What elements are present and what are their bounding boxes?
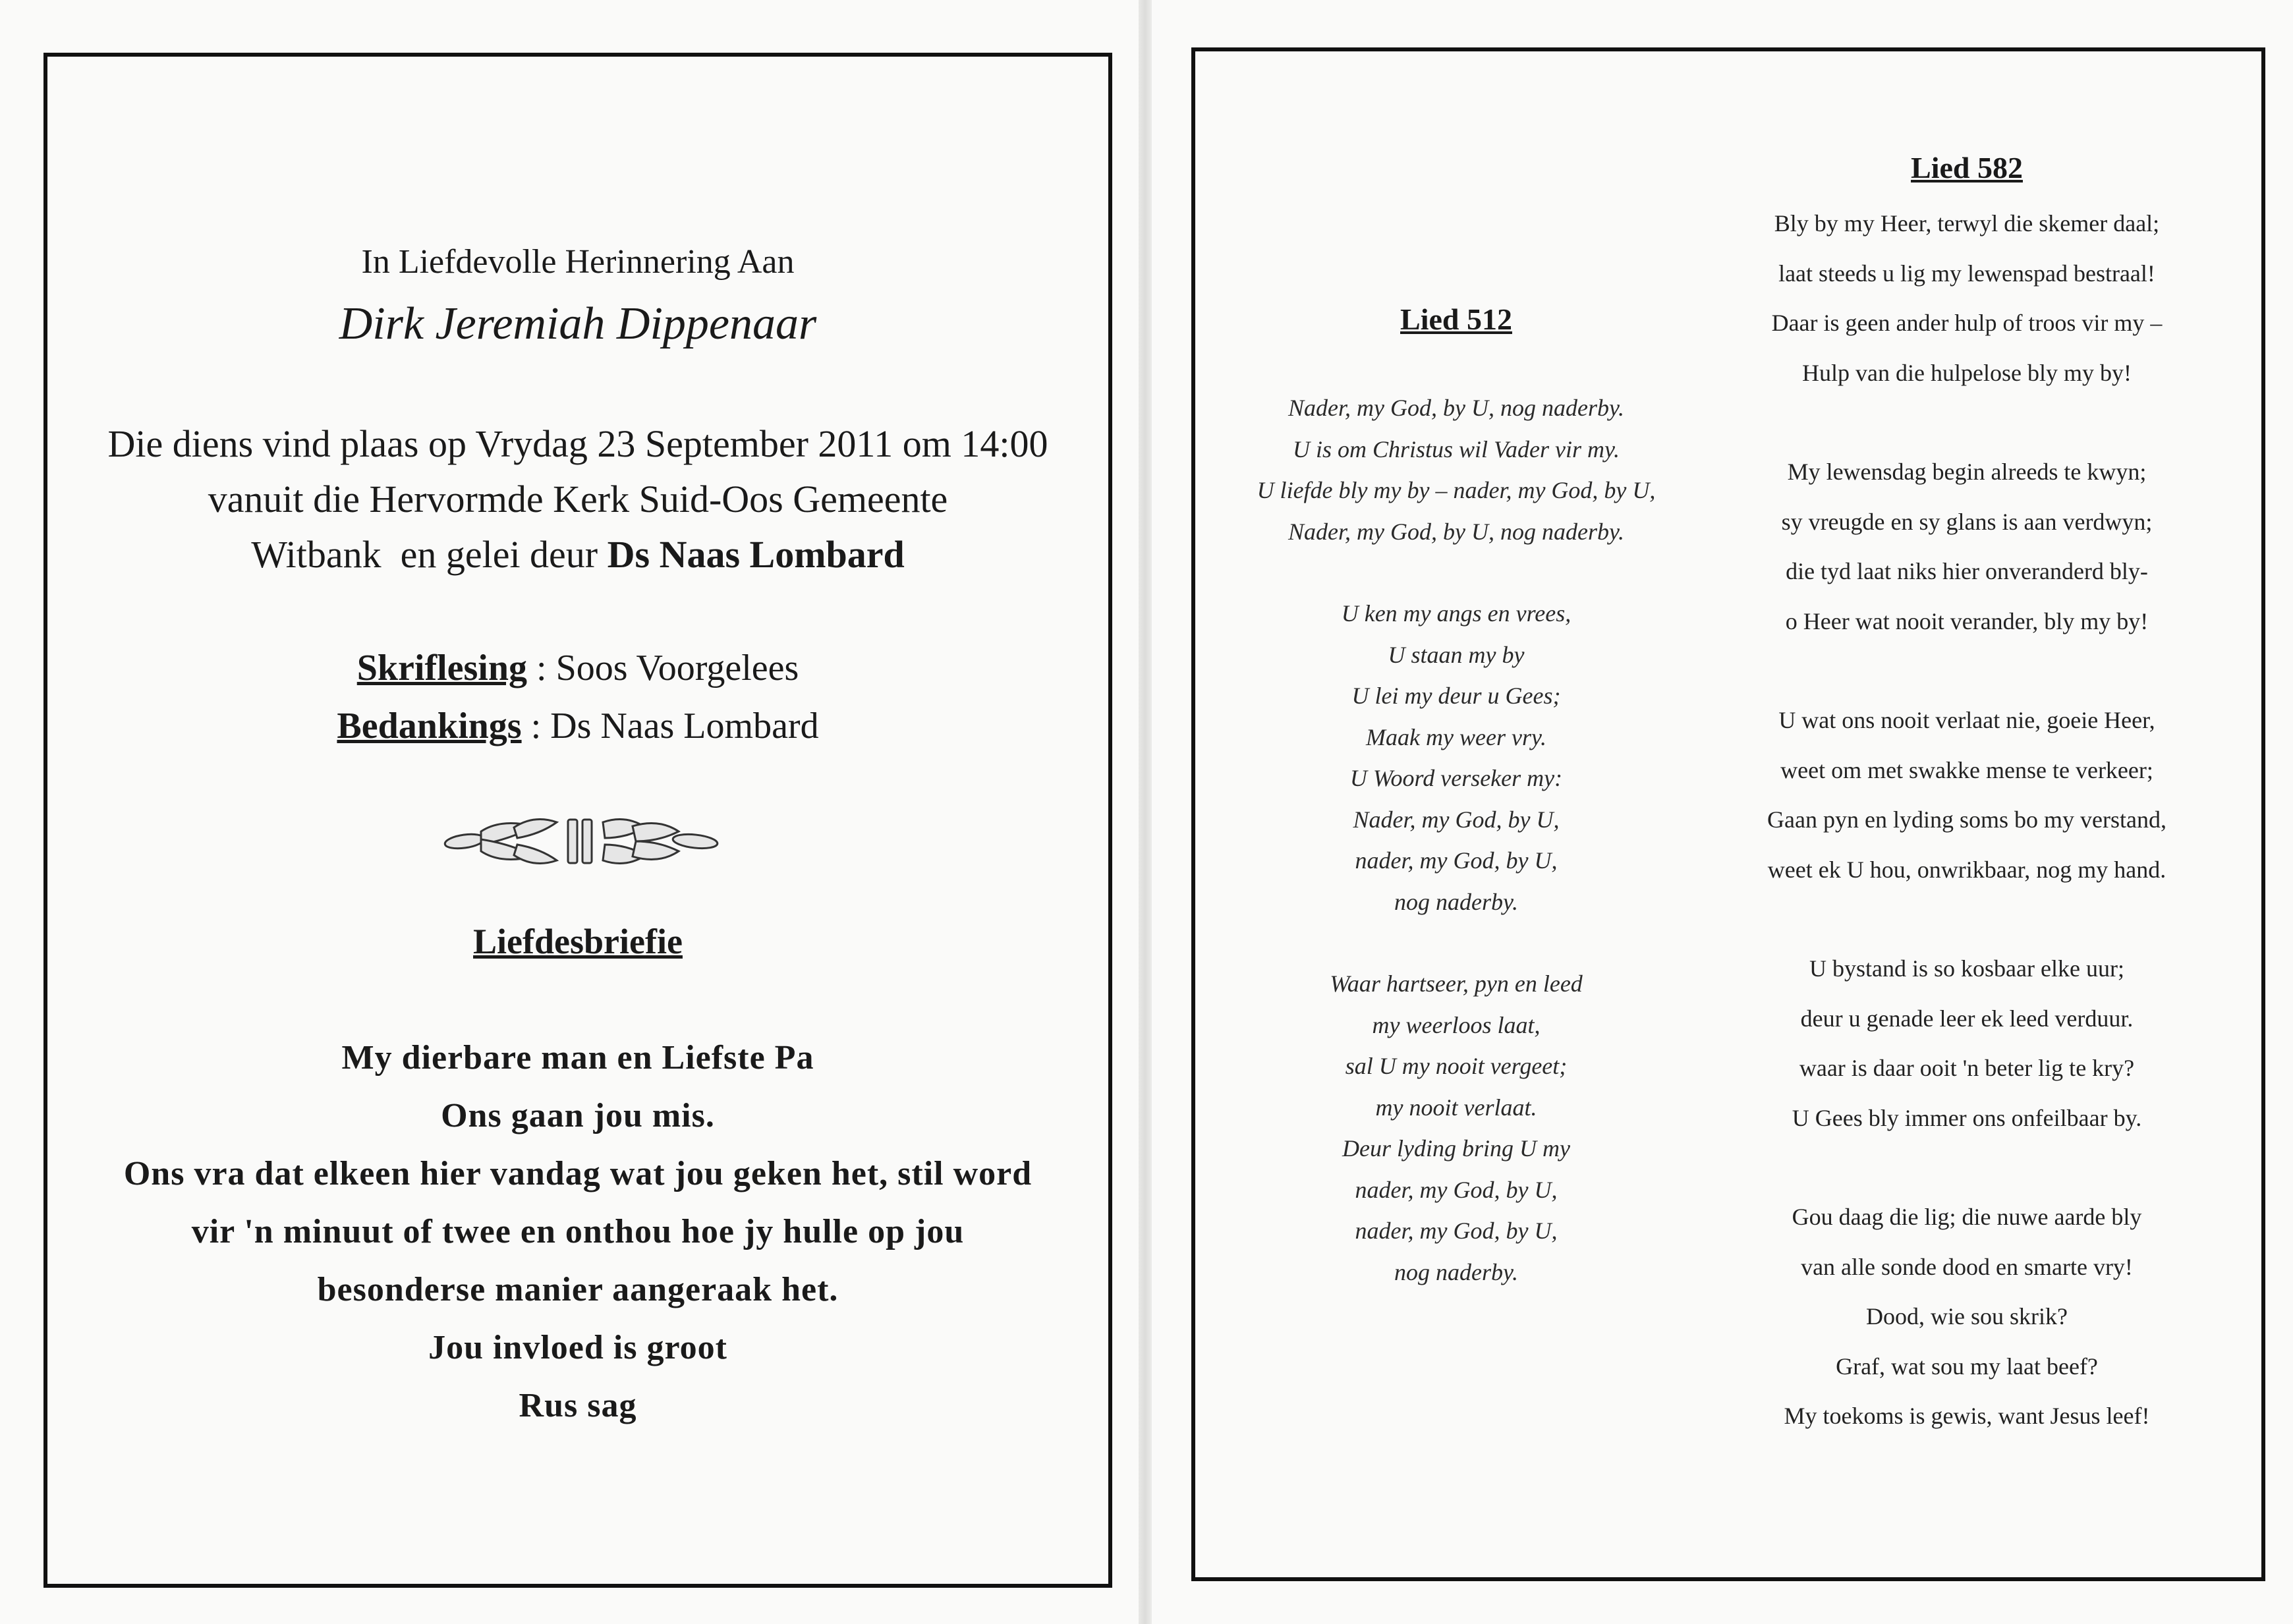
role-thanks [43,697,1112,755]
role-scripture-label: Skriflesing [356,648,527,688]
hymn-line: deur u genade leer ek leed verduur. [1800,1005,2134,1032]
hymn-line: Daar is geen ander hulp of troos vir my – [1771,310,2163,336]
hymn-line: U Gees bly immer ons onfeilbaar by. [1792,1104,2142,1131]
role-scripture-sep: : [527,648,556,688]
service-line-1: Die diens vind plaas op Vrydag 23 September 2011 om 14:00 [107,422,1048,465]
hymn-line: U staan my by [1388,641,1525,668]
hymn-line: Nader, my God, by U, nog naderby. [1288,518,1624,545]
hymn-line: Bly by my Heer, terwyl die skemer daal; [1774,210,2160,237]
hymn-line: Nader, my God, by U, nog naderby. [1288,395,1624,421]
hymn-512-stanza [1206,387,1707,552]
hymn-line: Waar hartseer, pyn en leed [1330,970,1583,997]
role-thanks-label: Bedankings [337,706,522,746]
hymn-line: nog naderby. [1394,888,1518,915]
letter-line-2: Ons gaan jou mis. [441,1097,715,1134]
hymn-582-title: Lied 582 [1911,151,2023,184]
hymn-line: weet om met swakke mense te verkeer; [1780,756,2153,783]
hymn-582-stanza [1707,944,2227,1143]
hymn-line: U bystand is so kosbaar elke uur; [1809,955,2124,982]
service-line-3-prefix: Witbank en gelei deur [251,533,608,576]
hymn-line: Gaan pyn en lyding soms bo my verstand, [1767,806,2166,833]
hymn-582-stanza [1707,1192,2227,1442]
hymn-line: o Heer wat nooit verander, bly my by! [1785,607,2149,634]
hymn-line: U Woord verseker my: [1349,765,1563,791]
role-thanks-value: Ds Naas Lombard [550,706,819,746]
role-scripture [43,639,1112,697]
letter-line-7: Rus sag [519,1387,637,1424]
letter-body [43,1029,1112,1435]
hymn-512-stanza [1206,963,1707,1293]
hymn-line: U wat ons nooit verlaat nie, goeie Heer, [1778,707,2155,733]
hymn-512-text [1206,387,1707,1293]
page-fold [1139,0,1152,1624]
service-line-2: vanuit die Hervormde Kerk Suid-Oos Gemeente [208,478,948,520]
hymn-line: nader, my God, by U, [1355,1218,1558,1244]
hymn-line: sal U my nooit vergeet; [1345,1053,1568,1079]
service-details [43,416,1112,582]
hymn-line: Hulp van die hulpelose bly my by! [1802,359,2132,386]
deceased-name: Dirk Jeremiah Dippenaar [339,298,817,349]
hymn-line: U is om Christus wil Vader vir my. [1292,435,1620,462]
hymn-line: Nader, my God, by U, [1353,806,1560,833]
letter-line-5: besonderse manier aangeraak het. [317,1271,839,1308]
hymn-line: nader, my God, by U, [1355,847,1558,874]
hymn-582-stanza [1707,696,2227,895]
hymn-line: waar is daar ooit 'n beter lig te kry? [1799,1055,2135,1081]
letter-line-4: vir 'n minuut of twee en onthou hoe jy hulle op jou [191,1213,965,1250]
memorial-intro: In Liefdevolle Herinnering Aan [361,243,795,281]
hymn-line: die tyd laat niks hier onveranderd bly- [1786,558,2148,584]
laurel-branch-icon [435,805,725,878]
role-scripture-value: Soos Voorgelees [555,648,799,688]
letter-title: Liefdesbriefie [473,922,683,961]
hymn-582-stanza [1707,199,2227,398]
hymn-line: Dood, wie sou skrik? [1866,1303,2068,1330]
hymn-line: U lei my deur u Gees; [1351,683,1561,709]
hymn-582-stanza [1707,447,2227,646]
hymn-line: nader, my God, by U, [1355,1176,1558,1203]
letter-line-1: My dierbare man en Liefste Pa [341,1039,814,1077]
hymn-line: sy vreugde en sy glans is aan verdwyn; [1781,508,2153,535]
hymn-582-text [1707,199,2227,1442]
hymn-line: Deur lyding bring U my [1342,1135,1570,1162]
hymn-line: My lewensdag begin alreeds te kwyn; [1787,459,2147,485]
role-thanks-sep: : [521,706,551,746]
hymn-line: U liefde bly my by – nader, my God, by U, [1257,477,1656,503]
letter-line-3: Ons vra dat elkeen hier vandag wat jou geken het, stil word [123,1155,1033,1192]
hymn-line: weet ek U hou, onwrikbaar, nog my hand. [1767,856,2166,883]
hymn-line: van alle sonde dood en smarte vry! [1801,1253,2133,1280]
service-line-3 [43,527,1112,582]
hymn-512-stanza [1206,593,1707,922]
hymn-line: my weerloos laat, [1372,1011,1541,1038]
hymn-line: my nooit verlaat. [1375,1094,1537,1121]
service-roles [43,639,1112,755]
letter-line-6: Jou invloed is groot [428,1329,727,1366]
hymn-512-title: Lied 512 [1400,302,1512,336]
hymn-line: U ken my angs en vrees, [1341,600,1571,627]
hymn-line: Gou daag die lig; die nuwe aarde bly [1792,1204,2142,1230]
hymn-line: nog naderby. [1394,1258,1518,1285]
hymn-line: Graf, wat sou my laat beef? [1836,1353,2098,1380]
hymn-line: Maak my weer vry. [1366,723,1546,750]
hymn-line: My toekoms is gewis, want Jesus leef! [1784,1403,2150,1429]
service-minister: Ds Naas Lombard [607,533,905,576]
hymn-line: laat steeds u lig my lewenspad bestraal! [1778,260,2155,287]
